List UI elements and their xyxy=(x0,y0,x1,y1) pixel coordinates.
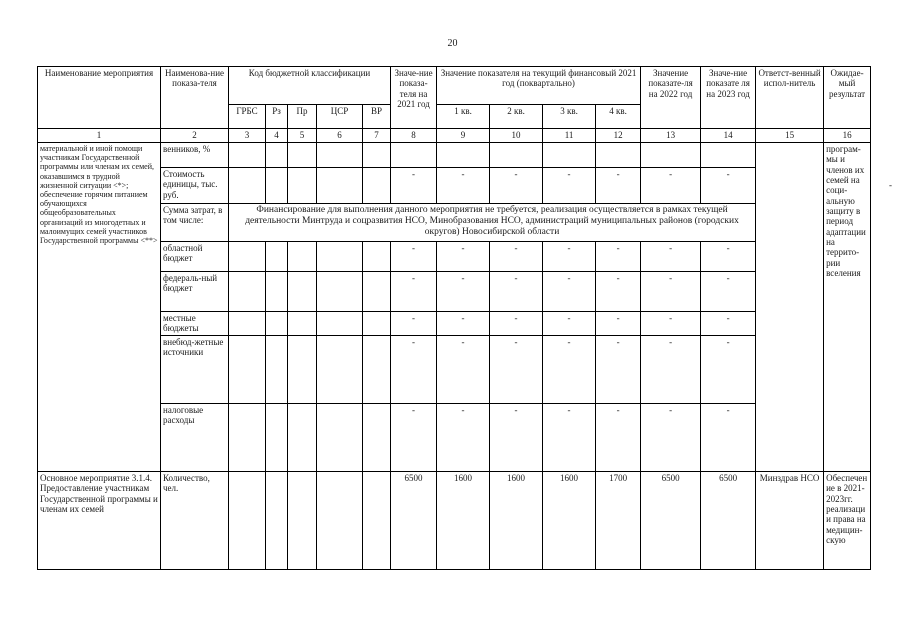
col-num: 4 xyxy=(266,129,288,143)
value-cell: - xyxy=(596,168,641,204)
value-cell: - xyxy=(543,242,596,272)
col-num: 16 xyxy=(824,129,871,143)
value-q1: 1600 xyxy=(437,472,490,570)
col-num: 13 xyxy=(641,129,701,143)
table-row xyxy=(38,312,871,336)
table-row xyxy=(38,242,871,272)
col-num: 8 xyxy=(391,129,437,143)
value-2021: 6500 xyxy=(391,472,437,570)
indicator-name: внебюд-жетные источники xyxy=(161,336,229,404)
program-table xyxy=(37,66,871,570)
header-q2: 2 кв. xyxy=(490,105,543,129)
value-cell: - xyxy=(391,242,437,272)
header-vr: ВР xyxy=(363,105,391,129)
value-cell: - xyxy=(437,272,490,312)
indicator-name: Сумма затрат, в том числе: xyxy=(161,204,229,242)
indicator-name: налоговые расходы xyxy=(161,404,229,472)
header-q4: 4 кв. xyxy=(596,105,641,129)
value-cell: - xyxy=(596,404,641,472)
value-cell: - xyxy=(701,312,756,336)
value-cell: - xyxy=(543,168,596,204)
table-row xyxy=(38,272,871,312)
value-q3: 1600 xyxy=(543,472,596,570)
header-executor: Ответст-венный испол-нитель xyxy=(756,67,824,129)
value-cell: - xyxy=(437,242,490,272)
header-q3: 3 кв. xyxy=(543,105,596,129)
value-cell: - xyxy=(596,336,641,404)
measure-name: материальной и иной помощи участникам Государственной программы или членам их семей, оказавшимся в трудной жизненной ситуации <*>; обеспечение горячим питанием обучающихся общеобразовательных организаций из многодетных и малоимущих семей участников Государственной программы <**> xyxy=(38,143,161,472)
column-number-row xyxy=(38,129,871,143)
value-cell: - xyxy=(701,242,756,272)
value-cell: - xyxy=(543,336,596,404)
header-current-year: Значение показателя на текущий финансовый 2021 год (поквартально) xyxy=(437,67,641,105)
col-num: 2 xyxy=(161,129,229,143)
header-csr: ЦСР xyxy=(317,105,363,129)
table-row xyxy=(38,404,871,472)
value-cell: - xyxy=(596,242,641,272)
value-2023: 6500 xyxy=(701,472,756,570)
header-rz: Рз xyxy=(266,105,288,129)
value-cell: - xyxy=(391,336,437,404)
executor: Минздрав НСО xyxy=(756,472,824,570)
expected-result: Обеспечен ие в 2021-2023гг. реализаци и права на медицин-скую xyxy=(824,472,871,570)
table-row xyxy=(38,336,871,404)
value-cell: - xyxy=(596,312,641,336)
header-value-2022: Значение показате-ля на 2022 год xyxy=(641,67,701,129)
value-cell: - xyxy=(701,336,756,404)
page-number: 20 xyxy=(447,38,458,49)
value-cell: - xyxy=(641,168,701,204)
indicator-name: федераль-ный бюджет xyxy=(161,272,229,312)
col-num: 7 xyxy=(363,129,391,143)
value-cell: - xyxy=(701,404,756,472)
header-row xyxy=(38,67,871,105)
table-row xyxy=(38,472,871,570)
value-cell: - xyxy=(490,168,543,204)
value-cell: - xyxy=(543,312,596,336)
header-measure: Наименование мероприятия xyxy=(38,67,161,129)
table-row xyxy=(38,168,871,204)
value-cell: - xyxy=(641,242,701,272)
indicator-name: Количество, чел. xyxy=(161,472,229,570)
value-cell: - xyxy=(543,404,596,472)
value-cell: - xyxy=(596,272,641,312)
header-budget-code: Код бюджетной классификации xyxy=(229,67,391,105)
value-cell: - xyxy=(490,404,543,472)
col-num: 1 xyxy=(38,129,161,143)
financing-note: Финансирование для выполнения данного мероприятия не требуется, реализация осуществляется в рамках текущей деятельности Минтруда и соцразвития НСО, Минобразования НСО, администраций муниципальных районов (городских округов) Новосибирской области xyxy=(229,204,756,242)
indicator-name: областной бюджет xyxy=(161,242,229,272)
value-cell: - xyxy=(391,312,437,336)
value-q4: 1700 xyxy=(596,472,641,570)
header-q1: 1 кв. xyxy=(437,105,490,129)
header-indicator: Наименова-ние показа-теля xyxy=(161,67,229,129)
header-value-2023: Значе-ние показате ля на 2023 год xyxy=(701,67,756,129)
col-num: 11 xyxy=(543,129,596,143)
value-cell: - xyxy=(701,168,756,204)
value-cell: - xyxy=(490,312,543,336)
value-cell: - xyxy=(701,272,756,312)
value-2022: 6500 xyxy=(641,472,701,570)
table-row xyxy=(38,204,871,242)
value-q2: 1600 xyxy=(490,472,543,570)
side-mark: - xyxy=(889,180,892,190)
header-pr: Пр xyxy=(288,105,317,129)
value-cell: - xyxy=(490,242,543,272)
header-grbs: ГРБС xyxy=(229,105,266,129)
col-num: 3 xyxy=(229,129,266,143)
value-cell: - xyxy=(543,272,596,312)
value-cell: - xyxy=(437,404,490,472)
value-cell: - xyxy=(391,404,437,472)
indicator-name: Стоимость единицы, тыс. руб. xyxy=(161,168,229,204)
header-result: Ожидае-мый результат xyxy=(824,67,871,129)
header-value-2021: Значе-ние показа-теля на 2021 год xyxy=(391,67,437,129)
col-num: 6 xyxy=(317,129,363,143)
expected-result: програм-мы и членов их семей на соци-альную защиту в период адаптации на террито-рии вселения xyxy=(824,143,871,404)
col-num: 12 xyxy=(596,129,641,143)
value-cell: - xyxy=(391,272,437,312)
value-cell: - xyxy=(437,312,490,336)
value-cell: - xyxy=(391,168,437,204)
col-num: 14 xyxy=(701,129,756,143)
indicator-name: венников, % xyxy=(161,143,229,168)
value-cell: - xyxy=(437,336,490,404)
value-cell: - xyxy=(641,312,701,336)
value-cell: - xyxy=(641,272,701,312)
measure-name: Основное мероприятие 3.1.4. Предоставление участникам Государственной программы и членам их семей xyxy=(38,472,161,570)
value-cell: - xyxy=(641,336,701,404)
table-row xyxy=(38,143,871,168)
col-num: 9 xyxy=(437,129,490,143)
value-cell: - xyxy=(490,336,543,404)
value-cell: - xyxy=(641,404,701,472)
col-num: 5 xyxy=(288,129,317,143)
value-cell: - xyxy=(490,272,543,312)
value-cell: - xyxy=(437,168,490,204)
indicator-name: местные бюджеты xyxy=(161,312,229,336)
col-num: 10 xyxy=(490,129,543,143)
col-num: 15 xyxy=(756,129,824,143)
